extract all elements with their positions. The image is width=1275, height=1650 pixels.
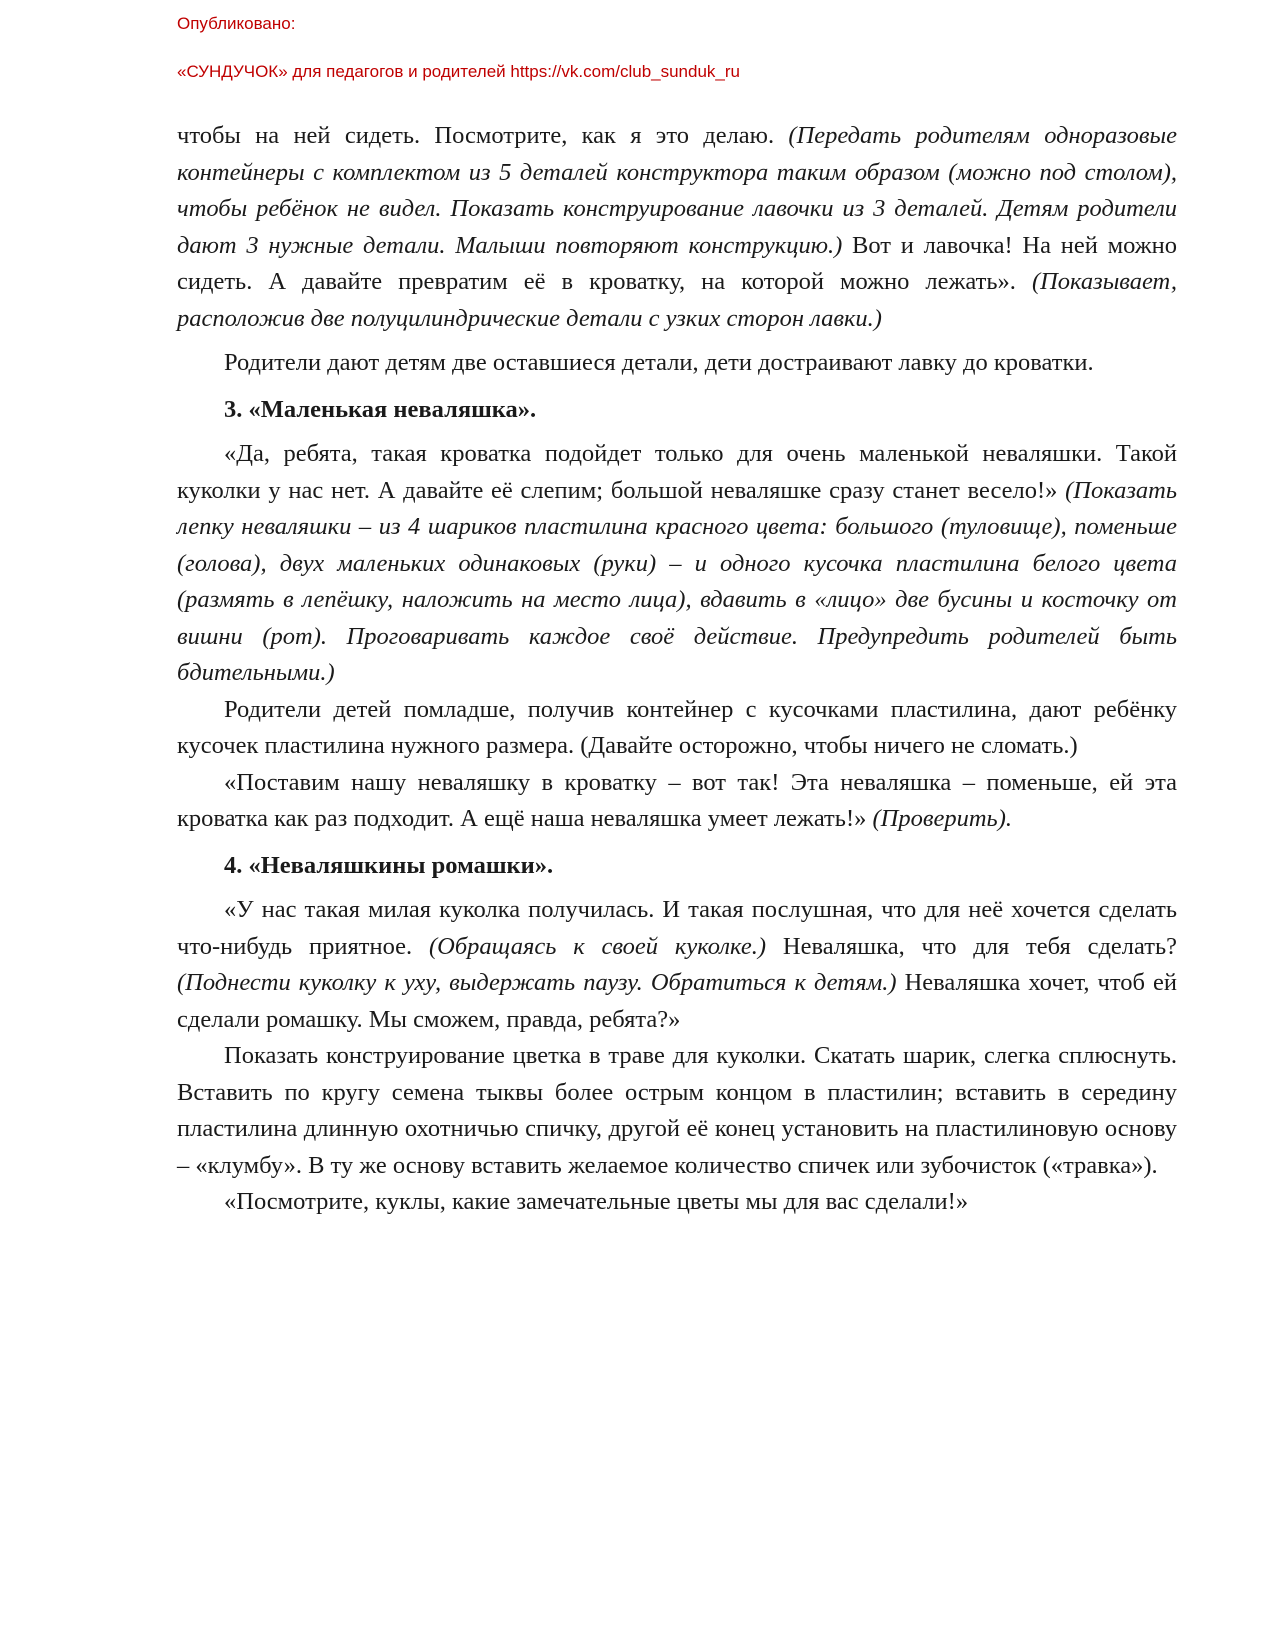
text-run: Неваляшка, что для тебя сделать? <box>766 932 1178 960</box>
paragraph-7: Показать конструирование цветка в траве для куколки. Скатать шарик, слегка сплюснуть. Вставить по кругу семена тыквы более острым концом в пластилин; вставить в середину пластилина длинную охотничью спичку, другой её конец установить на пластилиновую основу – «клумбу». В ту же основу вставить желаемое количество спичек или зубочисток («травка»). <box>177 1042 1177 1179</box>
text-run: «У нас такая милая куколка получилась. И такая послушная, что для неё хочется сделать что-нибудь приятное. <box>177 896 1177 960</box>
text-run-italic: (Поднести куколку к уху, выдержать паузу. Обратиться к детям.) <box>177 969 897 996</box>
text-run-italic: (Передать родителям одноразовые контейнеры с комплектом из 5 деталей конструктора таким образом (можно под столом), чтобы ребёнок не видел. Показать конструирование лавочки из 3 деталей. Детям родители дают 3 нужные детали. Малыши повторяют конструкцию.) <box>177 122 1178 259</box>
text-run: чтобы на ней сидеть. Посмотрите, как я это делаю. <box>177 122 789 149</box>
text-run-italic: (Показывает, расположив две полуцилиндрические детали с узких сторон лавки.) <box>177 268 1177 332</box>
text-run-italic: (Показать лепку неваляшки – из 4 шариков пластилина красного цвета: большого (туловище), поменьше (голова), двух маленьких одинаковых (руки) – и одного кусочка пластилина белого цвета (размять в лепёшку, наложить на место лица), вдавить в «лицо» две бусины и косточку от вишни (рот). Проговаривать каждое своё действие. Предупредить родителей быть бдительными.) <box>177 476 1177 686</box>
text-run-italic: (Обращаясь к своей куколке.) <box>428 932 767 960</box>
published-label: Опубликовано: <box>177 14 296 33</box>
document-body <box>177 118 1177 1221</box>
paragraph-2: Родители дают детям две оставшиеся детали, дети достраивают лавку до кроватки. <box>224 349 1094 376</box>
section-heading-3: 3. «Маленькая неваляшка». <box>224 395 537 423</box>
text-run: «Да, ребята, такая кроватка подойдет только для очень маленькой неваляшки. Такой куколки у нас нет. А давайте её слепим; большой неваляшке сразу станет весело!» <box>177 440 1177 504</box>
text-run-italic: (Проверить). <box>872 805 1012 832</box>
paragraph-6 <box>177 892 1177 1038</box>
paragraph-1 <box>177 118 1177 337</box>
paragraph-3 <box>177 436 1177 692</box>
text-run: Неваляшка хочет, чтоб ей сделали ромашку. Мы сможем, правда, ребята?» <box>177 969 1177 1033</box>
paragraph-8: «Посмотрите, куклы, какие замечательные цветы мы для вас сделали!» <box>224 1188 969 1215</box>
section-heading-4: 4. «Неваляшкины ромашки». <box>224 851 554 879</box>
paragraph-5 <box>177 765 1177 838</box>
text-run: «Поставим нашу неваляшку в кроватку – вот так! Эта неваляшка – поменьше, ей эта кроватка как раз подходит. А ещё наша неваляшка умеет лежать!» <box>177 768 1177 832</box>
text-run: Вот и лавочка! На ней можно сидеть. А давайте превратим её в кроватку, на которой можно лежать». <box>177 231 1177 295</box>
paragraph-4: Родители детей помладше, получив контейнер с кусочками пластилина, дают ребёнку кусочек пластилина нужного размера. (Давайте осторожно, чтобы ничего не сломать.) <box>177 695 1177 759</box>
source-line: «СУНДУЧОК» для педагогов и родителей https://vk.com/club_sunduk_ru <box>177 62 740 81</box>
